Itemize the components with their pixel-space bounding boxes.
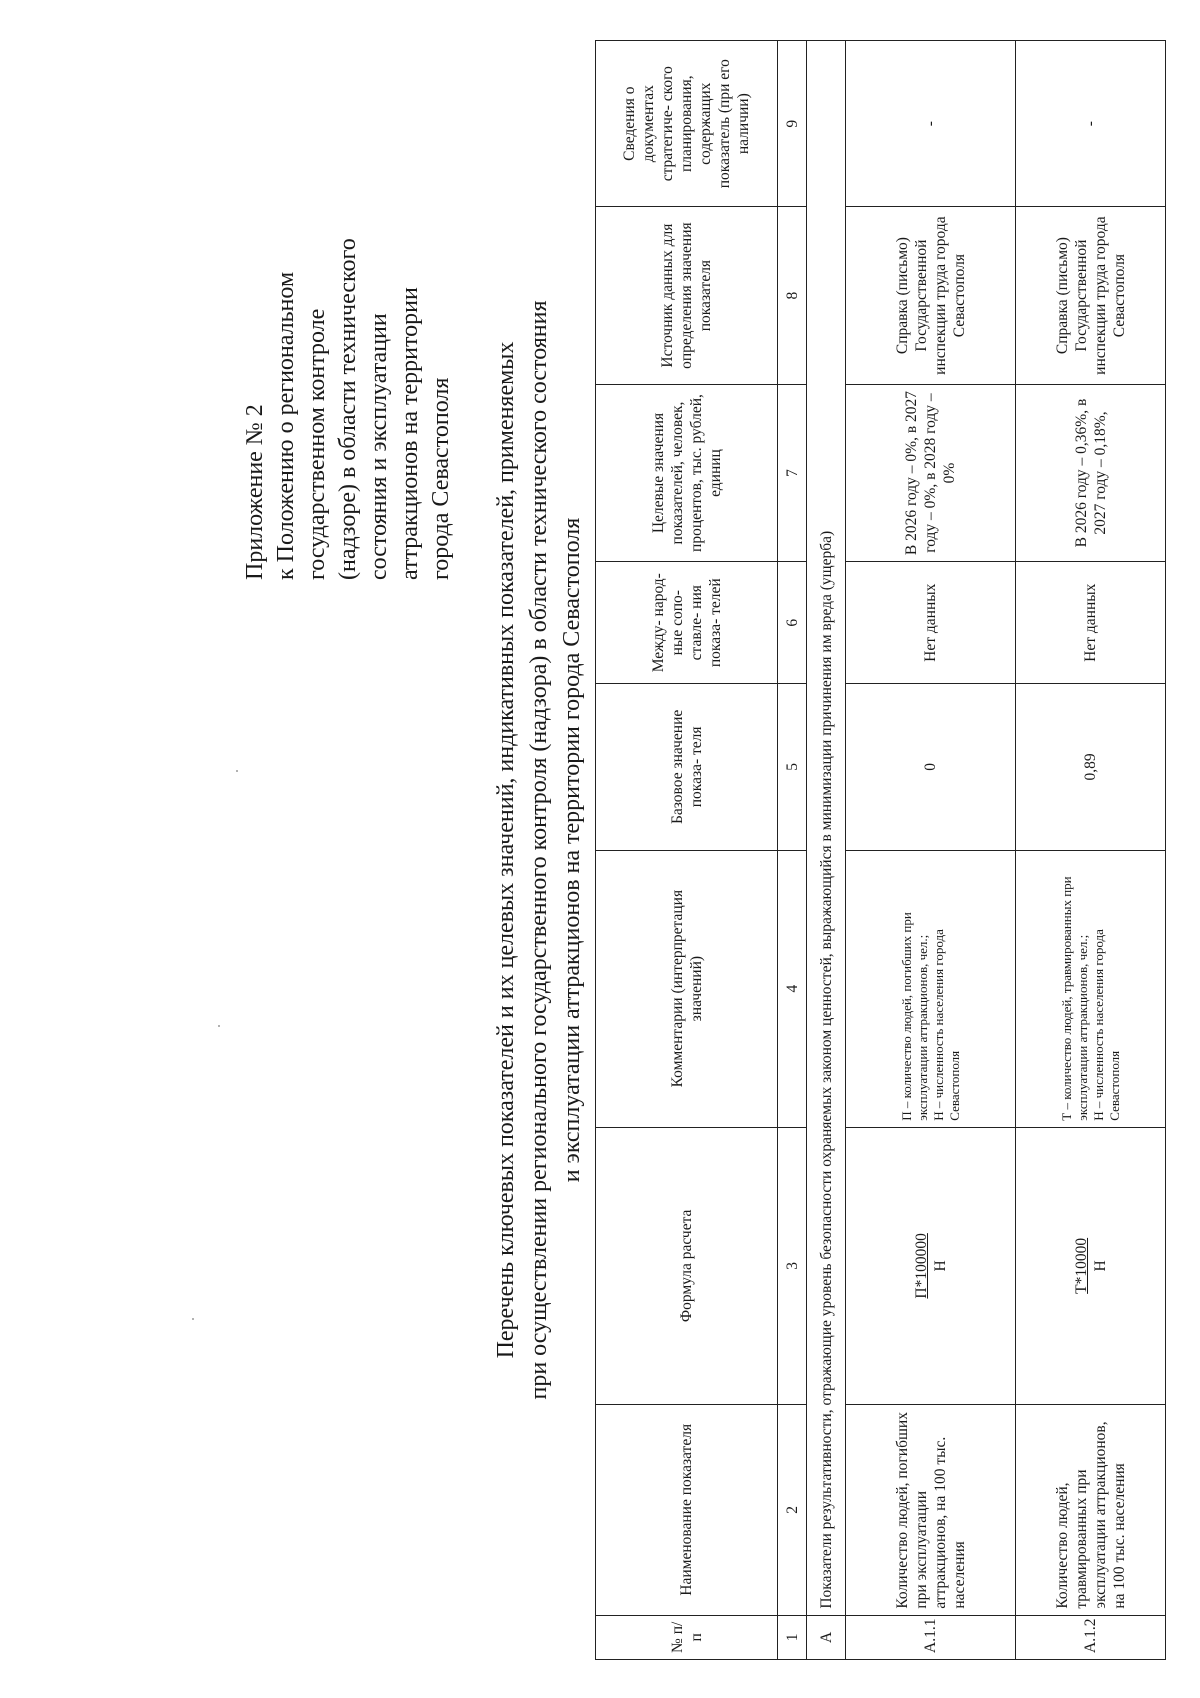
formula-cell [1016,1127,1166,1404]
column-number-row [778,41,807,1660]
header-row [596,41,778,1660]
comment-cell [846,850,1016,1127]
col-number: 7 [778,384,807,561]
col-number: 2 [778,1404,807,1615]
header-base: Базовое значение показа- теля [596,684,778,850]
header-formula: Формула расчета [596,1127,778,1404]
comment-cell [1016,850,1166,1127]
title-line: Перечень ключевых показателей и их целевых значений, индикативных показателей, применяемых [493,341,519,1359]
formula-cell [846,1127,1016,1404]
appendix-line: к Положению о региональном [273,271,299,580]
comment-line: П – количество людей, погибших при эксплуатации аттракционов, чел.; [898,912,930,1121]
kpi-table [595,40,1166,1660]
section-row [807,41,846,1660]
col-number: 5 [778,684,807,850]
header-target: Целевые значения показателей, человек, процентов, тыс. рублей, единиц [596,384,778,561]
section-code: А [807,1615,846,1659]
col-number: 9 [778,41,807,207]
comment-line: Н – численность населения города Севастополя [1090,929,1122,1121]
base-value: 0,89 [1016,684,1166,850]
title-line: при осуществлении регионального государственного контроля (надзора) в области технического состояния [526,300,552,1400]
appendix-line: города Севастополя [428,377,454,580]
comment-line: Т – количество людей, травмированных при эксплуатации аттракционов, чел.; [1058,876,1090,1121]
intl-value: Нет данных [846,562,1016,684]
formula-numerator: П*100000 [912,1233,930,1299]
row-number: А.1.2 [1016,1615,1166,1659]
col-number: 8 [778,207,807,384]
appendix-block [240,110,457,580]
appendix-line: государственном контроле [304,308,330,580]
base-value: 0 [846,684,1016,850]
target-value: В 2026 году – 0,36%, в 2027 году – 0,18%, [1016,384,1166,561]
strategy-value: - [846,41,1016,207]
row-number: А.1.1 [846,1615,1016,1659]
rotated-content [40,40,1160,1660]
header-source: Источник данных для определения значения показателя [596,207,778,384]
header-comment: Комментарии (интерпретация значений) [596,850,778,1127]
section-text: Показатели результативности, отражающие уровень безопасности охраняемых законом ценностей, выражающийся в минимизации причинения им вреда (ущерба) [807,41,846,1616]
header-name: Наименование показателя [596,1404,778,1615]
indicator-name: Количество людей, погибших при эксплуатации аттракционов, на 100 тыс. населения [846,1404,1016,1615]
table-row [846,41,1016,1660]
header-strategy: Сведения о документах стратегиче- ского планирования, содержащих показатель (при его наличии) [596,41,778,207]
col-number: 6 [778,562,807,684]
table-row [1016,41,1166,1660]
header-intl: Между- народ- ные сопо- ставле- ния показа- телей [596,562,778,684]
title-line: и эксплуатации аттракционов на территории города Севастополя [559,517,585,1183]
document-title [490,160,589,1540]
source-value: Справка (письмо) Государственной инспекции труда города Севастополя [1016,207,1166,384]
header-no: № п/п [596,1615,778,1659]
formula-numerator: Т*10000 [1072,1237,1090,1294]
col-number: 4 [778,850,807,1127]
formula-denominator: Н [931,1260,949,1272]
appendix-line: состояния и эксплуатации [366,313,392,580]
intl-value: Нет данных [1016,562,1166,684]
formula-fraction [912,1233,950,1298]
appendix-line: Приложение № 2 [242,404,268,580]
col-number: 3 [778,1127,807,1404]
source-value: Справка (письмо) Государственной инспекции труда города Севастополя [846,207,1016,384]
indicator-name: Количество людей, травмированных при эксплуатации аттракционов, на 100 тыс. населения [1016,1404,1166,1615]
comment-line: Н – численность населения города Севастополя [930,929,962,1121]
formula-fraction [1072,1238,1110,1294]
appendix-line: (надзоре) в области технического [335,238,361,580]
appendix-line: аттракционов на территории [397,287,423,580]
col-number: 1 [778,1615,807,1659]
strategy-value: - [1016,41,1166,207]
formula-denominator: Н [1091,1260,1109,1272]
target-value: В 2026 году – 0%, в 2027 году – 0%, в 2028 году – 0% [846,384,1016,561]
